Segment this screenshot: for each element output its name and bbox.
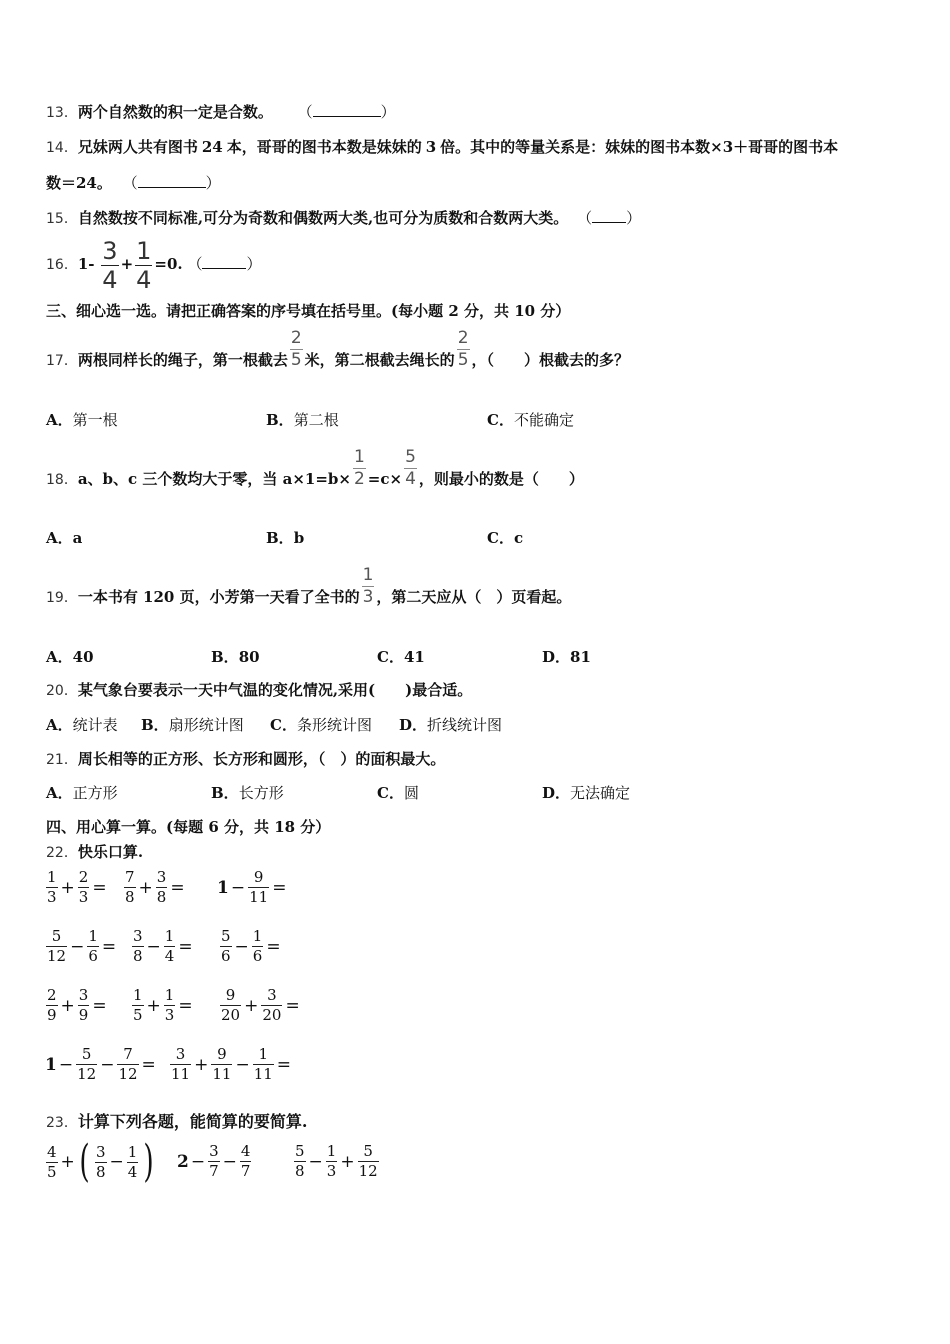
question-number-value: 24 (201, 138, 223, 156)
question-text: a、b、c 三个数均大于零，当 a×1=b× (77, 470, 351, 488)
question-text: 倍。其中的等量关系是：妹妹的图书本数×3＋哥哥的图书本 (440, 138, 839, 156)
oral-expr: $\frac{3}{8}$ − $\frac{1}{4}$ = (133, 927, 193, 965)
fraction: $\frac{5}{12}$ (47, 927, 67, 965)
answer-paren: （ ） (187, 255, 262, 273)
question-text: 两根同样长的绳子，第一根截去 (77, 351, 288, 369)
calc-expr: $\frac{5}{8}$ − $\frac{1}{3}$ + $\frac{5}{12}$ (295, 1142, 378, 1180)
oral-expr: 1 − $\frac{5}{12}$ − $\frac{7}{12}$ = (45, 1045, 156, 1083)
calc-expr: $\frac{4}{5}$ + ( $\frac{3}{8}$ − $\frac{1}{4}$ ) (47, 1136, 155, 1187)
fraction: $\frac{1}{5}$ (133, 986, 143, 1024)
fraction: $\frac{3}{7}$ (209, 1142, 219, 1180)
plus-sign: + (120, 255, 134, 273)
question-number: 22． (46, 845, 78, 861)
fraction: $\frac{5}{4}$ (405, 446, 416, 489)
fraction: $\frac{3}{8}$ (133, 927, 143, 965)
question-number: 21． (46, 752, 78, 768)
fraction: $\frac{3}{4}$ (102, 236, 118, 294)
fraction: $\frac{3}{20}$ (262, 986, 282, 1024)
question-23 (46, 1112, 307, 1133)
question-22 (46, 842, 143, 863)
option-a[interactable]: A．a (46, 529, 83, 547)
section-4-title: 四、用心算一算。(每题 6 分，共 18 分） (46, 818, 331, 836)
fraction: $\frac{5}{12}$ (358, 1142, 378, 1180)
option-a[interactable]: A．40 (46, 648, 94, 666)
question-number: 18． (46, 472, 78, 488)
oral-expr: $\frac{1}{3}$ + $\frac{2}{3}$ = (47, 868, 107, 906)
question-14-cont (46, 173, 221, 193)
question-21 (46, 749, 445, 770)
section-3-title: 三、细心选一选。请把正确答案的序号填在括号里。(每小题 2 分，共 10 分） (46, 302, 571, 320)
calc-expr: 2 − $\frac{3}{7}$ − $\frac{4}{7}$ (177, 1142, 251, 1180)
question-16 (46, 238, 261, 292)
right-paren: ) (143, 1136, 155, 1187)
fraction: $\frac{9}{11}$ (249, 868, 269, 906)
answer-blank[interactable] (138, 173, 206, 188)
fraction: $\frac{1}{4}$ (136, 236, 152, 294)
option-b[interactable]: B．第二根 (266, 411, 339, 429)
fraction: $\frac{2}{5}$ (290, 327, 302, 370)
option-c[interactable]: C．不能确定 (487, 411, 574, 429)
oral-expr: $\frac{5}{6}$ − $\frac{1}{6}$ = (221, 927, 281, 965)
question-text: 自然数按不同标准,可分为奇数和偶数两大类,也可分为质数和合数两大类。 (77, 209, 569, 227)
fraction: $\frac{5}{6}$ (221, 927, 231, 965)
question-number: 14． (46, 140, 78, 156)
question-18 (46, 444, 584, 515)
question-14 (46, 137, 838, 158)
option-b[interactable]: B．b (266, 529, 305, 547)
option-c[interactable]: C．条形统计图 (270, 716, 372, 734)
question-number: 16． (46, 257, 78, 273)
fraction: $\frac{1}{6}$ (88, 927, 98, 965)
answer-blank[interactable] (202, 254, 246, 269)
fraction: $\frac{2}{3}$ (78, 868, 89, 906)
oral-expr: 1 − $\frac{9}{11}$ = (217, 868, 287, 906)
option-b[interactable]: B．80 (211, 648, 260, 666)
fraction: $\frac{7}{8}$ (125, 868, 135, 906)
question-number-value: 3 (425, 138, 437, 156)
question-text: =0. (154, 255, 183, 273)
question-text: 米，第二根截去绳长的 (304, 351, 455, 369)
question-text: 一本书有 120 页，小芳第一天看了全书的 (77, 588, 360, 606)
question-text: 本，哥哥的图书本数是妹妹的 (226, 138, 422, 156)
fraction: $\frac{1}{4}$ (164, 927, 175, 965)
answer-paren: （ ） (577, 209, 642, 227)
left-paren: ( (79, 1136, 90, 1187)
fraction: $\frac{9}{20}$ (221, 986, 241, 1024)
fraction: $\frac{1}{6}$ (252, 927, 263, 965)
fraction: $\frac{1}{2}$ (353, 446, 365, 489)
question-text: 计算下列各题，能简算的要简算. (77, 1112, 308, 1131)
fraction: $\frac{1}{11}$ (253, 1045, 273, 1083)
fraction: $\frac{3}{8}$ (95, 1142, 106, 1181)
question-17 (46, 325, 629, 396)
fraction: $\frac{1}{4}$ (127, 1142, 138, 1181)
question-13 (46, 102, 396, 123)
question-text: 两个自然数的积一定是合数。 (77, 103, 273, 121)
question-15 (46, 208, 641, 229)
question-text: 快乐口算. (77, 843, 144, 861)
fraction: $\frac{2}{9}$ (47, 986, 57, 1024)
fraction: $\frac{3}{8}$ (156, 868, 167, 906)
question-text: 兄妹两人共有图书 (77, 138, 198, 156)
fraction: $\frac{4}{5}$ (47, 1142, 57, 1181)
option-d[interactable]: D．折线统计图 (399, 716, 503, 734)
fraction: $\frac{5}{8}$ (295, 1142, 305, 1180)
question-text: 周长相等的正方形、长方形和圆形，（ ）的面积最大。 (77, 750, 446, 768)
answer-paren: （ ） (122, 174, 221, 192)
answer-paren: （ ） (297, 103, 396, 121)
question-text: ，则最小的数是（ ） (418, 470, 584, 488)
fraction: $\frac{3}{9}$ (78, 986, 89, 1024)
fraction: $\frac{1}{3}$ (164, 986, 175, 1024)
fraction: $\frac{1}{3}$ (326, 1142, 337, 1180)
option-a[interactable]: A．正方形 (46, 784, 118, 802)
question-number: 20． (46, 683, 78, 699)
option-a[interactable]: A．统计表 (46, 716, 118, 734)
fraction: $\frac{4}{7}$ (240, 1142, 251, 1180)
oral-expr: $\frac{7}{8}$ + $\frac{3}{8}$ = (125, 868, 185, 906)
question-text: 某气象台要表示一天中气温的变化情况,采用( )最合适。 (77, 681, 473, 699)
fraction: $\frac{9}{11}$ (212, 1045, 232, 1083)
option-d[interactable]: D．81 (542, 648, 591, 666)
fraction: $\frac{7}{12}$ (118, 1045, 138, 1083)
question-number: 19． (46, 590, 78, 606)
fraction: $\frac{2}{5}$ (457, 327, 469, 370)
option-c[interactable]: C．41 (377, 648, 425, 666)
question-text: ，（ ）根截去的多？ (471, 351, 630, 369)
question-text: =c× (367, 470, 403, 488)
question-number: 13． (46, 105, 78, 121)
option-c[interactable]: C．c (487, 529, 524, 547)
question-text: ，第二天应从（ ）页看起。 (376, 588, 572, 606)
oral-expr: $\frac{9}{20}$ + $\frac{3}{20}$ = (221, 986, 300, 1024)
oral-expr: $\frac{2}{9}$ + $\frac{3}{9}$ = (47, 986, 107, 1024)
answer-blank[interactable] (313, 102, 381, 117)
option-c[interactable]: C．圆 (377, 784, 419, 802)
fraction: $\frac{3}{11}$ (171, 1045, 191, 1083)
option-d[interactable]: D．无法确定 (542, 784, 631, 802)
fraction: $\frac{1}{3}$ (47, 868, 57, 906)
question-number: 17． (46, 353, 78, 369)
question-text: 数＝24。 (46, 174, 112, 192)
question-20 (46, 680, 472, 701)
question-19 (46, 562, 571, 633)
oral-expr: $\frac{3}{11}$ + $\frac{9}{11}$ − $\frac{1}{11}$ = (171, 1045, 292, 1083)
fraction: $\frac{5}{12}$ (77, 1045, 97, 1083)
fraction: $\frac{1}{3}$ (362, 564, 374, 607)
oral-expr: $\frac{1}{5}$ + $\frac{1}{3}$ = (133, 986, 193, 1024)
oral-expr: $\frac{5}{12}$ − $\frac{1}{6}$ = (47, 927, 117, 965)
question-number: 23． (46, 1115, 78, 1131)
question-text: 1- (77, 255, 95, 273)
option-b[interactable]: B．扇形统计图 (141, 716, 244, 734)
question-number: 15． (46, 211, 78, 227)
answer-blank[interactable] (592, 208, 626, 223)
option-b[interactable]: B．长方形 (211, 784, 284, 802)
option-a[interactable]: A．第一根 (46, 411, 118, 429)
